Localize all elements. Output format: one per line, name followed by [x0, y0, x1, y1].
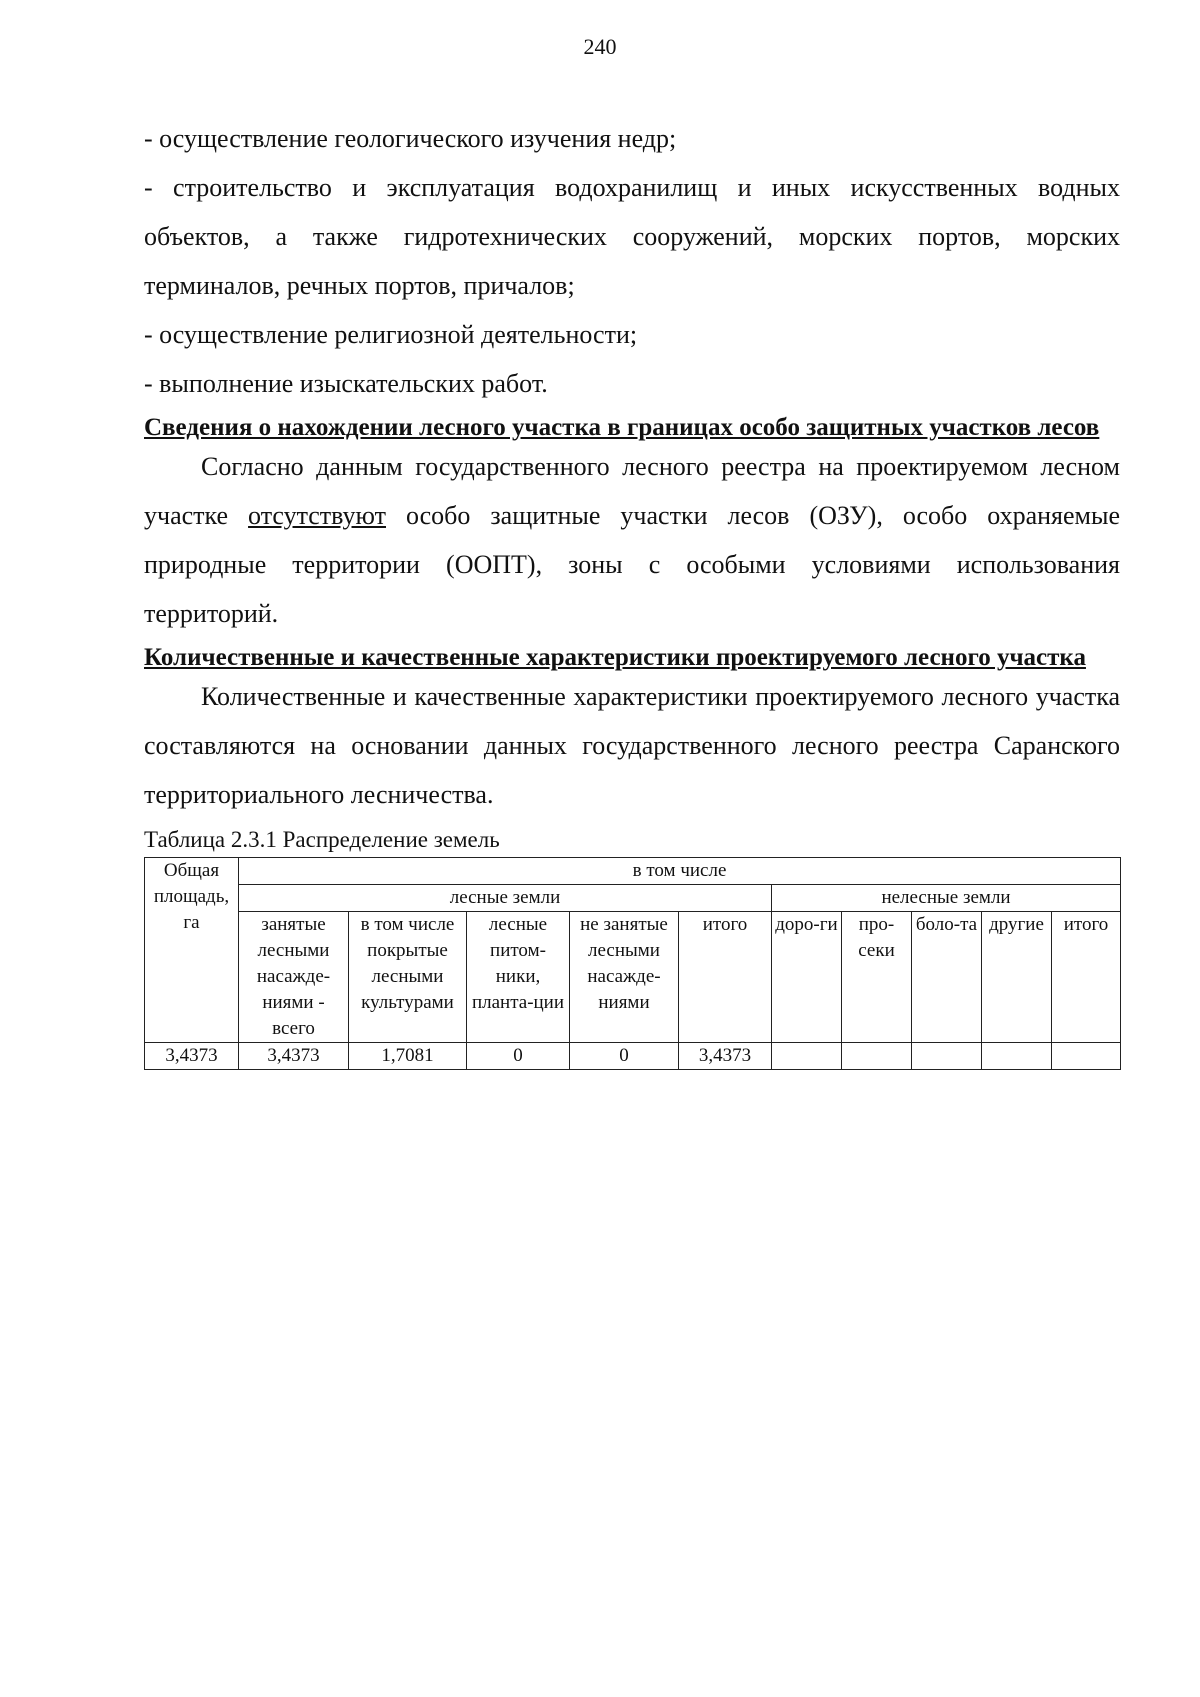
header-nonforest-lands: нелесные земли — [772, 885, 1121, 912]
page-number: 240 — [583, 34, 617, 59]
table-cell — [1052, 1043, 1121, 1070]
header-forest-lands: лесные земли — [239, 885, 772, 912]
section-heading: Сведения о нахождении лесного участка в границах особо защитных участков лесов — [144, 414, 1100, 441]
paragraph-text: особо защитные участки лесов (ОЗУ), особо охраняемые природные территории (ООПТ), зоны с особыми условиями использования территорий. — [144, 501, 1120, 628]
column-header: занятые лесными насажде-ниями - всего — [239, 912, 349, 1043]
column-header: лесные питом-ники, планта-ции — [467, 912, 570, 1043]
table-cell: 3,4373 — [239, 1043, 349, 1070]
header-including: в том числе — [239, 858, 1121, 885]
document-body — [144, 114, 1120, 1070]
list-item: - осуществление геологического изучения недр; — [144, 124, 677, 153]
table-cell — [982, 1043, 1052, 1070]
paragraph: Количественные и качественные характеристики проектируемого лесного участка составляются на основании данных государственного лесного реестра Саранского территориального лесничества. — [144, 682, 1120, 809]
land-distribution-table — [144, 857, 1121, 1070]
column-header: про-секи — [842, 912, 912, 1043]
column-header: итого — [679, 912, 772, 1043]
table-cell: 3,4373 — [145, 1043, 239, 1070]
table-cell — [842, 1043, 912, 1070]
list-item: - осуществление религиозной деятельности; — [144, 320, 638, 349]
column-header: в том числе покрытые лесными культурами — [349, 912, 467, 1043]
table-cell — [912, 1043, 982, 1070]
table-cell: 0 — [467, 1043, 570, 1070]
list-item: - выполнение изыскательских работ. — [144, 369, 548, 398]
list-item: - строительство и эксплуатация водохранилищ и иных искусственных водных объектов, а также гидротехнических сооружений, морских портов, морских терминалов, речных портов, причалов; — [144, 173, 1120, 300]
paragraph-text: Согласно данным государственного лесного реестра на проектируемом лесном участке — [144, 452, 1120, 530]
table-caption: Таблица 2.3.1 Распределение земель — [144, 827, 500, 852]
table-cell: 3,4373 — [679, 1043, 772, 1070]
table-row — [145, 1043, 1121, 1070]
column-header: не занятые лесными насажде-ниями — [570, 912, 679, 1043]
column-header: боло-та — [912, 912, 982, 1043]
header-total-area: Общая площадь, га — [145, 858, 239, 1043]
table-cell: 1,7081 — [349, 1043, 467, 1070]
underlined-word: отсутствуют — [248, 501, 386, 530]
column-header: итого — [1052, 912, 1121, 1043]
column-header: доро-ги — [772, 912, 842, 1043]
section-heading: Количественные и качественные характеристики проектируемого лесного участка — [144, 644, 1086, 671]
paragraph — [144, 442, 1120, 638]
table-cell: 0 — [570, 1043, 679, 1070]
table-cell — [772, 1043, 842, 1070]
column-header: другие — [982, 912, 1052, 1043]
